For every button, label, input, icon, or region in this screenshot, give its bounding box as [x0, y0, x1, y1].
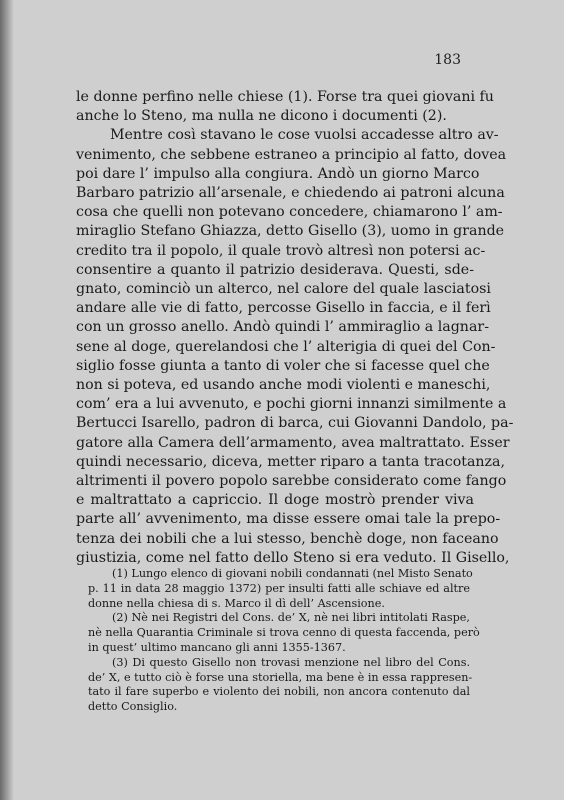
body-line: gatore alla Camera dell’armamento, avea maltrattato. Esser: [76, 434, 510, 451]
binding-shadow: [0, 0, 14, 800]
body-line: altrimenti il povero popolo sarebbe considerato come fango: [76, 473, 507, 490]
body-line: gnato, cominciò un alterco, nel calore del quale lasciatosi: [76, 281, 491, 298]
footnote-line: de’ X, e tutto ciò è forse una storiella, ma bene è in essa rappresen-: [88, 670, 473, 684]
body-line: miraglio Stefano Ghiazza, detto Gisello (3), uomo in grande: [76, 223, 505, 240]
body-text: [76, 88, 514, 568]
footnote-line: nè nella Quarantia Criminale si trova cenno di questa faccenda, però: [88, 626, 480, 640]
body-line: Mentre così stavano le cose vuolsi accadesse altro av-: [110, 127, 499, 144]
body-line: tenza dei nobili che a lui stesso, benchè doge, non faceano: [76, 530, 499, 547]
footnote-line: (2) Nè nei Registri del Cons. de’ X, nè nei libri intitolati Raspe,: [112, 611, 470, 625]
body-line: cosa che quelli non potevano concedere, chiamarono l’ am-: [76, 204, 503, 221]
footnote-line: (3) Di questo Gisello non trovasi menzione nel libro del Cons.: [112, 655, 470, 669]
body-line: consentire a quanto il patrizio desiderava. Questi, sde-: [76, 261, 474, 278]
body-line: giustizia, come nel fatto dello Steno si era veduto. Il Gisello,: [76, 549, 510, 566]
footnote-line: (1) Lungo elenco di giovani nobili condannati (nel Misto Senato: [112, 567, 473, 580]
body-line: Barbaro patrizio all’arsenale, e chiedendo ai patroni alcuna: [76, 185, 505, 202]
body-line: parte all’ avvenimento, ma disse essere omai tale la prepo-: [76, 511, 501, 528]
page-number: 183: [434, 52, 461, 68]
footnote-line: p. 11 in data 28 maggio 1372) per insulti fatti alle schiave ed altre: [88, 581, 470, 595]
body-line: quindi necessario, diceva, metter riparo a tanta tracotanza,: [76, 453, 505, 470]
body-line: siglio fosse giunta a tanto di voler che si facesse quel che: [76, 357, 490, 374]
body-line: anche lo Steno, ma nulla ne dicono i documenti (2).: [76, 108, 447, 125]
body-line: venimento, che sebbene estraneo a principio al fatto, dovea: [76, 146, 507, 163]
body-line: poi dare l’ impulso alla congiura. Andò un giorno Marco: [76, 165, 480, 182]
body-line: con un grosso anello. Andò quindi l’ ammiraglio a lagnar-: [76, 319, 489, 336]
body-line: sene al doge, querelandosi che l’ alterigia di quei del Con-: [76, 338, 496, 355]
body-line: non si poteva, ed usando anche modi violenti e maneschi,: [76, 377, 491, 394]
body-line: andare alle vie di fatto, percosse Gisello in faccia, e il ferì: [76, 300, 491, 317]
body-line: com’ era a lui avvenuto, e pochi giorni innanzi similmente a: [76, 396, 507, 413]
body-line: Bertucci Isarello, padron di barca, cui Giovanni Dandolo, pa-: [76, 415, 514, 432]
body-line: credito tra il popolo, il quale trovò altresì non potersi ac-: [76, 242, 486, 259]
footnote-line: tato il fare superbo e violento dei nobili, non ancora contenuto dal: [88, 685, 470, 699]
body-line: e maltrattato a capriccio. Il doge mostrò prender viva: [76, 492, 474, 509]
footnote-line: in quest’ ultimo mancano gli anni 1355-1367.: [88, 640, 346, 654]
footnotes: [88, 567, 480, 715]
body-line: le donne perfino nelle chiese (1). Forse tra quei giovani fu: [76, 89, 494, 105]
footnote-line: donne nella chiesa di s. Marco il dì dell’ Ascensione.: [88, 596, 385, 610]
footnote-line: detto Consiglio.: [88, 700, 178, 714]
